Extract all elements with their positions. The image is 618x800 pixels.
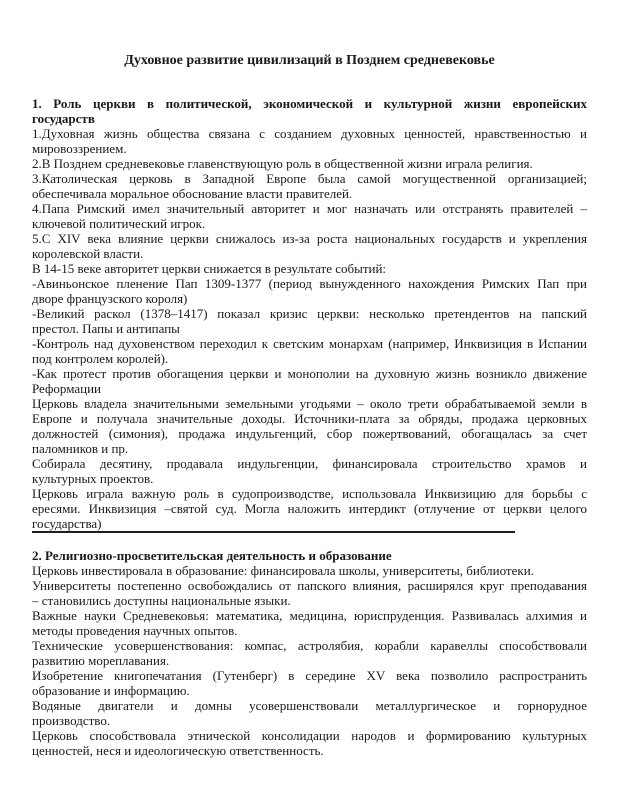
text-line: Церковь играла важную роль в судопроизводстве, использовала Инквизицию для борьбы с [32,486,587,501]
section-heading [32,548,587,563]
paragraph [32,201,587,231]
text-line: Собирала десятину, продавала индульгенции, финансировала строительство храмов и [32,456,587,471]
text-line: королевской власти. [32,246,144,261]
paragraph [32,126,587,156]
text-line: паломников и пр. [32,441,129,456]
text-line: 2. Религиозно-просветительская деятельность и образование [32,548,392,563]
text-line: 4.Папа Римский имел значительный авторитет и мог назначать или отстранять правителей – [32,201,587,216]
paragraph [32,261,587,276]
text-line: культурных проектов. [32,471,154,486]
text-line: развитию мореплавания. [32,653,170,668]
paragraph [32,276,587,306]
paragraph [32,668,587,698]
text-line: обеспечивала моральное обоснование власти правителей. [32,186,353,201]
text-line: Европе и получала значительные доходы. Источники-плата за обряды, продажа церковных [32,411,587,426]
text-line: Церковь владела значительными земельными угодьями – около трети обрабатываемой земли в [32,396,587,411]
text-line: -Авиньонское пленение Пап 1309-1377 (период вынужденного нахождения Римских Пап при [32,276,587,291]
paragraph [32,608,587,638]
paragraph [32,728,587,758]
text-line: 3.Католическая церковь в Западной Европе была самой могущественной организацией; [32,171,587,186]
text-line: Важные науки Средневековья: математика, медицина, юриспруденция. Развивалась алхимия и [32,608,587,623]
paragraph [32,563,587,578]
text-line: Изобретение книгопечатания (Гутенберг) в середине XV века позволило распространить [32,668,587,683]
blank-line [32,533,587,548]
text-line: должностей (симония), продажа индульгенций, сбор пожертвований, обогащалась за счет [32,426,587,441]
text-line: Реформации [32,381,101,396]
text-line: -Контроль над духовенством переходил к светским монархам (например, Инквизиция в Испании [32,336,587,351]
text-line: 2.В Позднем средневековье главенствующую роль в общественной жизни играла религия. [32,156,533,171]
text-line: 1.Духовная жизнь общества связана с созданием духовных ценностей, нравственностью и [32,126,587,141]
text-line: производство. [32,713,111,728]
text-line: под контролем королей). [32,351,169,366]
document-title: Духовное развитие цивилизаций в Позднем средневековье [124,53,495,68]
text-line: ересями. Инквизиция –святой суд. Могла наложить интердикт (отлучение от церкви целого [32,501,587,516]
text-line: дворе французского короля) [32,291,188,306]
text-line: государств [32,111,95,126]
text-line: Водяные двигатели и домны усовершенствовали металлургическое и горнорудное [32,698,587,713]
text-line: Технические усовершенствования: компас, астролябия, корабли каравеллы способствовали [32,638,587,653]
paragraph [32,231,587,261]
paragraph [32,171,587,201]
text-line: Церковь инвестировала в образование: финансировала школы, университеты, библиотеки. [32,563,534,578]
paragraph [32,366,587,396]
section-heading [32,96,587,126]
text-line: государства) [32,516,515,533]
text-line: Университеты постепенно освобождались от папского влияния, расширялся круг преподавания [32,578,587,593]
text-line: Церковь способствовала этнической консолидации народов и формированию культурных [32,728,587,743]
paragraph [32,336,587,366]
text-line: ценностей, неся и идеологическую ответственность. [32,743,324,758]
text-line: -Великий раскол (1378–1417) показал кризис церкви: несколько претендентов на папский [32,306,587,321]
text-line: В 14-15 веке авторитет церкви снижается в результате событий: [32,261,387,276]
text-line: ключевой политический игрок. [32,216,206,231]
text-line: мировоззрением. [32,141,127,156]
document-body [32,96,587,758]
text-line: методы проведения научных опытов. [32,623,238,638]
text-line: – становились доступны национальные языки. [32,593,291,608]
paragraph [32,396,587,456]
text-line: образование и информацию. [32,683,190,698]
paragraph [32,456,587,486]
text-line: 1. Роль церкви в политической, экономической и культурной жизни европейских [32,96,587,111]
text-line: -Как протест против обогащения церкви и монополии на духовную жизнь возникло движение [32,366,587,381]
paragraph [32,486,587,533]
paragraph [32,638,587,668]
text-line: 5.С XIV века влияние церкви снижалось из-за роста национальных государств и укрепления [32,231,587,246]
paragraph [32,578,587,608]
paragraph [32,306,587,336]
paragraph [32,156,587,171]
paragraph [32,698,587,728]
text-line: престол. Папы и антипапы [32,321,180,336]
